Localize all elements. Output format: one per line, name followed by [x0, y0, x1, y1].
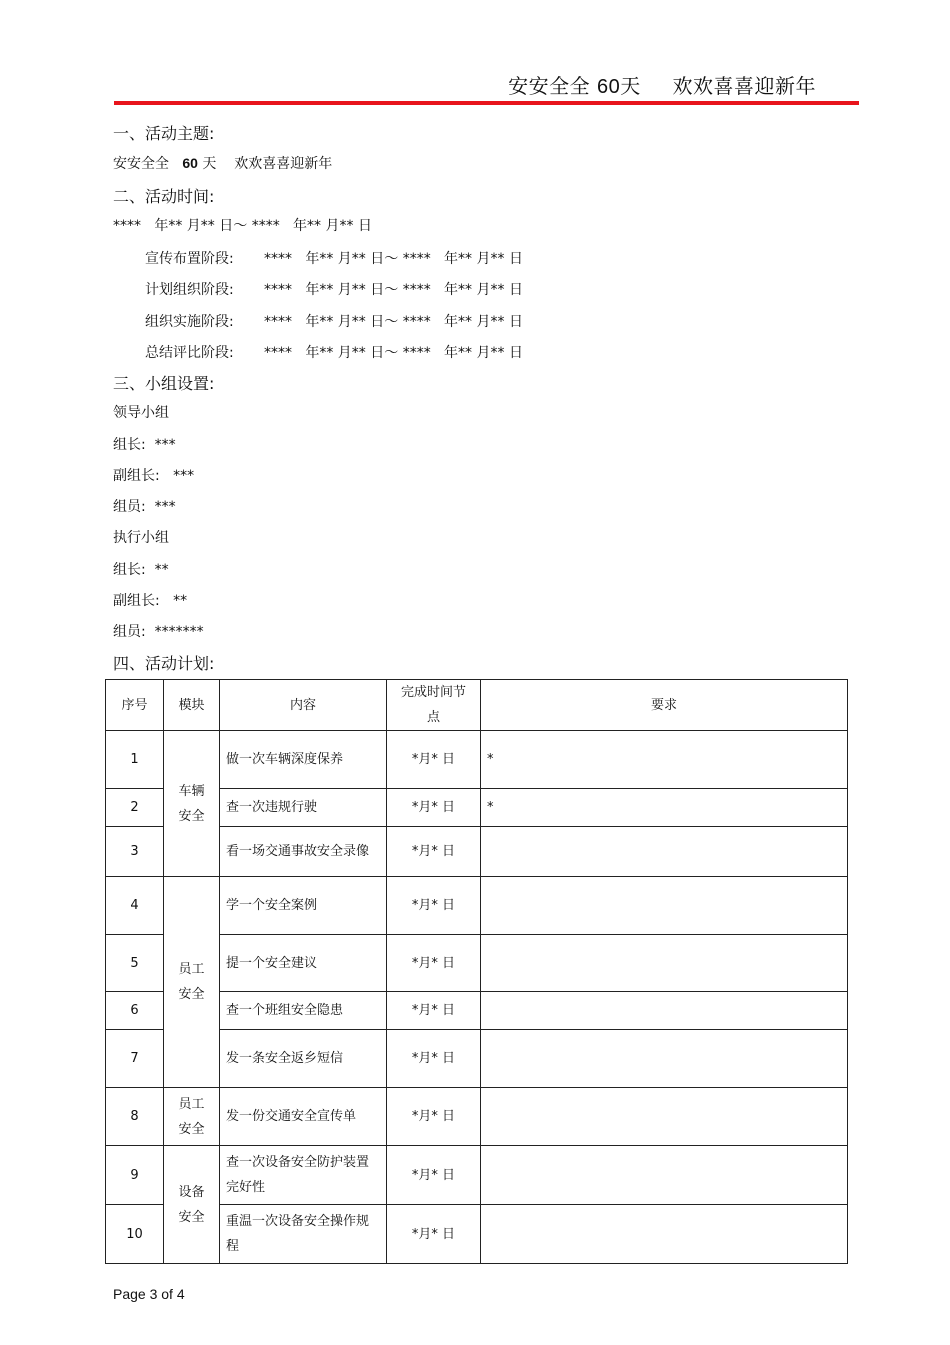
row-content: 看一场交通事故安全录像: [220, 827, 387, 877]
row-requirement: [481, 1146, 848, 1205]
row-number: 4: [106, 877, 164, 935]
row-requirement: [481, 1030, 848, 1088]
row-time: *月* 日: [387, 827, 481, 877]
row-module: 员工安全: [164, 877, 220, 1088]
row-time: *月* 日: [387, 731, 481, 789]
row-number: 1: [106, 731, 164, 789]
group-line: 副组长: **: [113, 593, 188, 609]
row-time: *月* 日: [387, 1146, 481, 1205]
row-time: *月* 日: [387, 1205, 481, 1264]
row-time: *月* 日: [387, 1088, 481, 1146]
row-requirement: [481, 1088, 848, 1146]
table-row: [106, 1146, 848, 1205]
stage-dates-implementation: **** 年** 月** 日～ **** 年** 月** 日: [264, 314, 523, 330]
row-content: 查一次违规行驶: [220, 789, 387, 827]
row-requirement: [481, 1205, 848, 1264]
row-time: *月* 日: [387, 789, 481, 827]
row-number: 9: [106, 1146, 164, 1205]
stage-label-planning: 计划组织阶段:: [145, 282, 234, 298]
table-row: [106, 731, 848, 789]
header-title-post: 欢欢喜喜迎新年: [672, 74, 816, 98]
group-line: 组员: *******: [113, 624, 204, 640]
header-title-num: 60天: [597, 76, 641, 98]
header-title-pre: 安安全全: [508, 74, 591, 98]
row-content: 提一个安全建议: [220, 935, 387, 992]
row-time: *月* 日: [387, 1030, 481, 1088]
theme-text: [113, 153, 332, 173]
theme-text-num: 60: [182, 155, 198, 171]
row-time: *月* 日: [387, 935, 481, 992]
row-number: 3: [106, 827, 164, 877]
row-module: 设备安全: [164, 1146, 220, 1264]
row-number: 2: [106, 789, 164, 827]
page-header-title: [508, 70, 816, 99]
group-line: 组员: ***: [113, 499, 176, 515]
table-header-row: [106, 680, 848, 731]
table-row: [106, 877, 848, 935]
row-requirement: *: [481, 731, 848, 789]
col-header-requirement: 要求: [481, 680, 848, 731]
row-requirement: *: [481, 789, 848, 827]
theme-text-pre: 安安全全: [113, 156, 169, 172]
row-requirement: [481, 935, 848, 992]
time-heading: 二、活动时间:: [113, 187, 215, 206]
page-number-footer: Page 3 of 4: [113, 1286, 185, 1302]
theme-text-post: 天 欢欢喜喜迎新年: [202, 156, 333, 172]
row-requirement: [481, 877, 848, 935]
stage-label-implementation: 组织实施阶段:: [145, 314, 234, 330]
row-number: 7: [106, 1030, 164, 1088]
row-time: *月* 日: [387, 877, 481, 935]
col-header-content: 内容: [220, 680, 387, 731]
groups-heading: 三、小组设置:: [113, 374, 215, 393]
group-line: 领导小组: [113, 405, 169, 421]
theme-heading: 一、活动主题:: [113, 124, 215, 143]
stage-label-summary: 总结评比阶段:: [145, 345, 234, 361]
row-number: 10: [106, 1205, 164, 1264]
row-content: 发一条安全返乡短信: [220, 1030, 387, 1088]
stage-label-publicity: 宣传布置阶段:: [145, 251, 234, 267]
row-content: 发一份交通安全宣传单: [220, 1088, 387, 1146]
table-row: [106, 1088, 848, 1146]
group-line: 副组长: ***: [113, 468, 195, 484]
stage-dates-summary: **** 年** 月** 日～ **** 年** 月** 日: [264, 345, 523, 361]
group-line: 执行小组: [113, 530, 169, 546]
row-content: 查一个班组安全隐患: [220, 992, 387, 1030]
row-number: 5: [106, 935, 164, 992]
time-overall: **** 年** 月** 日～ **** 年** 月** 日: [113, 218, 372, 234]
header-rule: [114, 101, 859, 105]
row-content: 学一个安全案例: [220, 877, 387, 935]
group-line: 组长: **: [113, 562, 169, 578]
row-requirement: [481, 827, 848, 877]
col-header-time: 完成时间节点: [387, 680, 481, 731]
group-line: 组长: ***: [113, 437, 176, 453]
row-content: 做一次车辆深度保养: [220, 731, 387, 789]
row-module: 员工安全: [164, 1088, 220, 1146]
row-module: 车辆安全: [164, 731, 220, 877]
col-header-no: 序号: [106, 680, 164, 731]
col-header-module: 模块: [164, 680, 220, 731]
row-time: *月* 日: [387, 992, 481, 1030]
stage-dates-publicity: **** 年** 月** 日～ **** 年** 月** 日: [264, 251, 523, 267]
row-content: 重温一次设备安全操作规程: [220, 1205, 387, 1264]
activity-plan-table: [105, 679, 848, 1264]
row-number: 8: [106, 1088, 164, 1146]
row-content: 查一次设备安全防护装置完好性: [220, 1146, 387, 1205]
row-number: 6: [106, 992, 164, 1030]
row-requirement: [481, 992, 848, 1030]
plan-heading: 四、活动计划:: [113, 654, 215, 673]
stage-dates-planning: **** 年** 月** 日～ **** 年** 月** 日: [264, 282, 523, 298]
